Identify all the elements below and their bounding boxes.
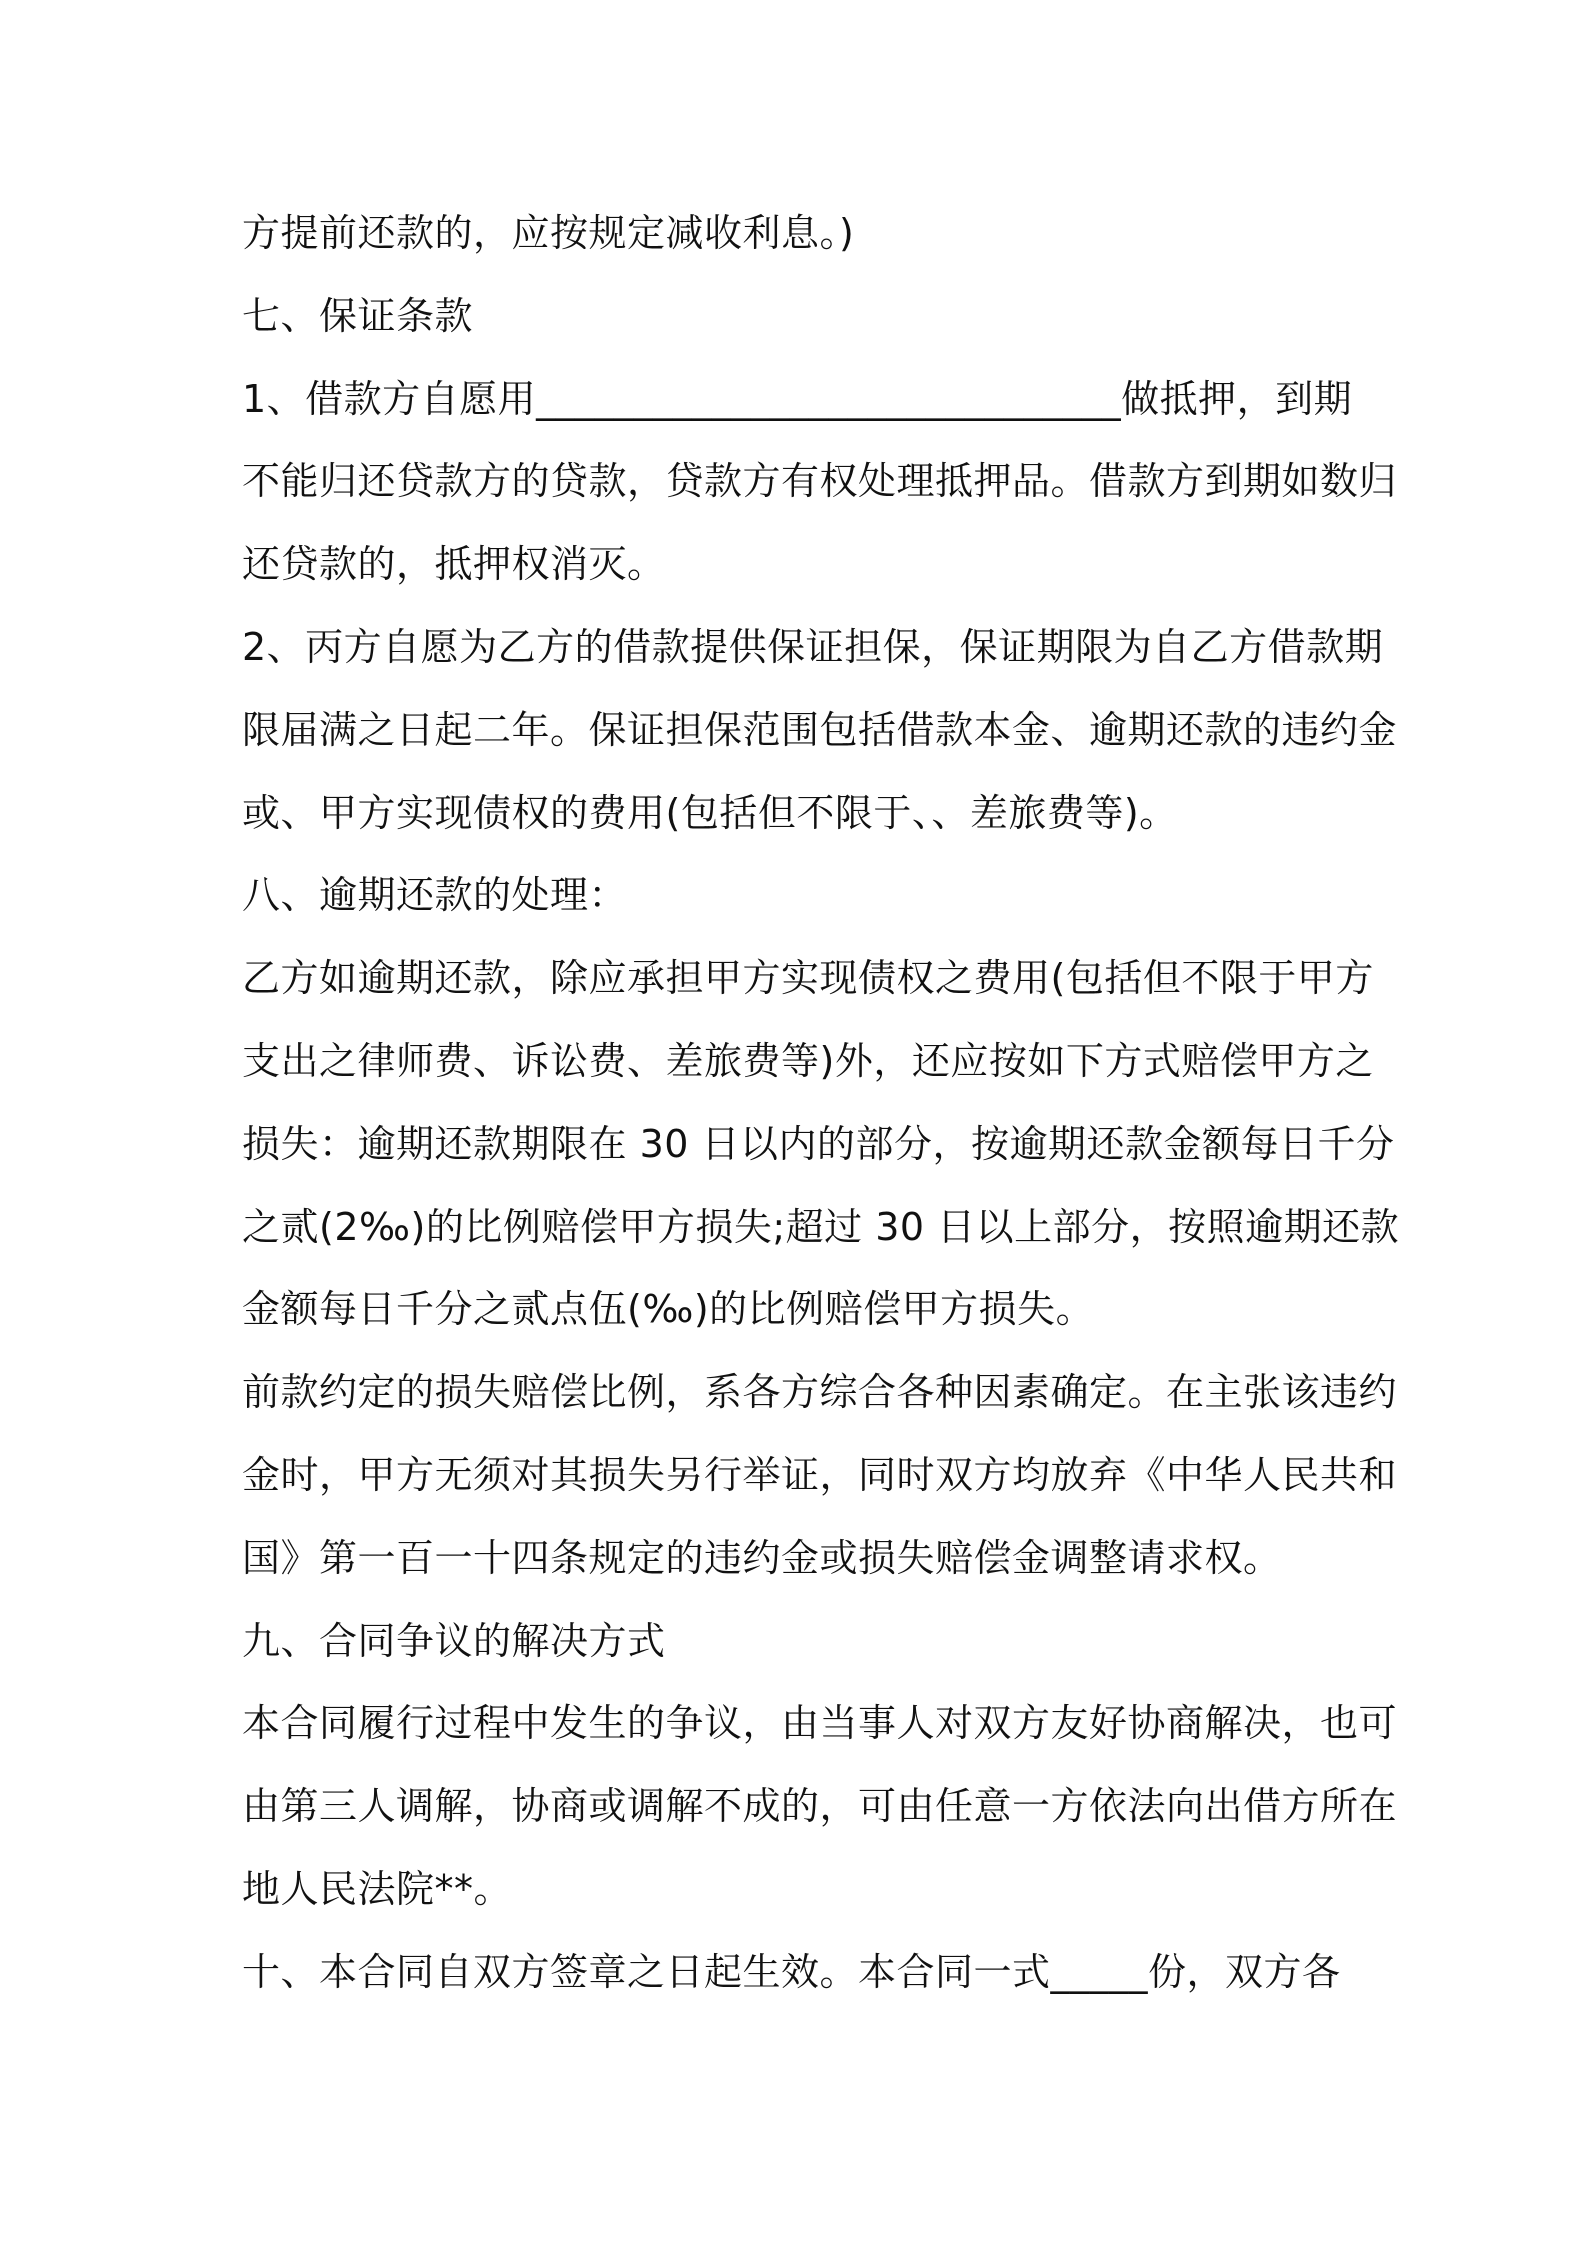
text-line: 还贷款的，抵押权消灭。: [242, 542, 666, 587]
section-heading-dispute: 九、合同争议的解决方式: [242, 1618, 666, 1663]
text-line: 方提前还款的，应按规定减收利息。): [242, 211, 855, 255]
text-line: 金时，甲方无须对其损失另行举证，同时双方均放弃《中华人民共和: [242, 1452, 1398, 1497]
text-line: 由第三人调解，协商或调解不成的，可由任意一方依法向出借方所在: [242, 1784, 1398, 1829]
text-line: 乙方如逾期还款，除应承担甲方实现债权之费用(包括但不限于甲方: [242, 956, 1374, 1001]
text-line: 或、甲方实现债权的费用(包括但不限于、、差旅费等)。: [242, 790, 1178, 835]
text-line: 不能归还贷款方的贷款，贷款方有权处理抵押品。借款方到期如数归: [242, 459, 1398, 504]
section-heading-guarantee: 七、保证条款: [242, 293, 474, 338]
text-line: 限届满之日起二年。保证担保范围包括借款本金、逾期还款的违约金: [242, 707, 1398, 752]
text-line: 前款约定的损失赔偿比例，系各方综合各种因素确定。在主张该违约: [242, 1370, 1398, 1415]
document-body: [242, 192, 1400, 2014]
text-line: 地人民法院**。: [242, 1866, 513, 1911]
text-line: 损失：逾期还款期限在 30 日以内的部分，按逾期还款金额每日千分: [242, 1121, 1395, 1166]
text-line: 2、丙方自愿为乙方的借款提供保证担保，保证期限为自乙方借款期: [242, 624, 1384, 669]
text-line: 本合同履行过程中发生的争议，由当事人对双方友好协商解决，也可: [242, 1701, 1398, 1746]
text-line: 国》第一百一十四条规定的违约金或损失赔偿金调整请求权。: [242, 1535, 1282, 1580]
text-line: 十、本合同自双方签章之日起生效。本合同一式_____份，双方各: [242, 1949, 1341, 1994]
text-line: 支出之律师费、诉讼费、差旅费等)外，还应按如下方式赔偿甲方之: [242, 1038, 1374, 1083]
text-line: 之贰(2‰)的比例赔偿甲方损失;超过 30 日以上部分，按照逾期还款: [242, 1204, 1400, 1249]
text-line: 金额每日千分之贰点伍(‰)的比例赔偿甲方损失。: [242, 1287, 1095, 1332]
section-heading-overdue: 八、逾期还款的处理：: [242, 873, 628, 918]
text-line: 1、借款方自愿用______________________________做抵押，到期: [242, 376, 1353, 421]
